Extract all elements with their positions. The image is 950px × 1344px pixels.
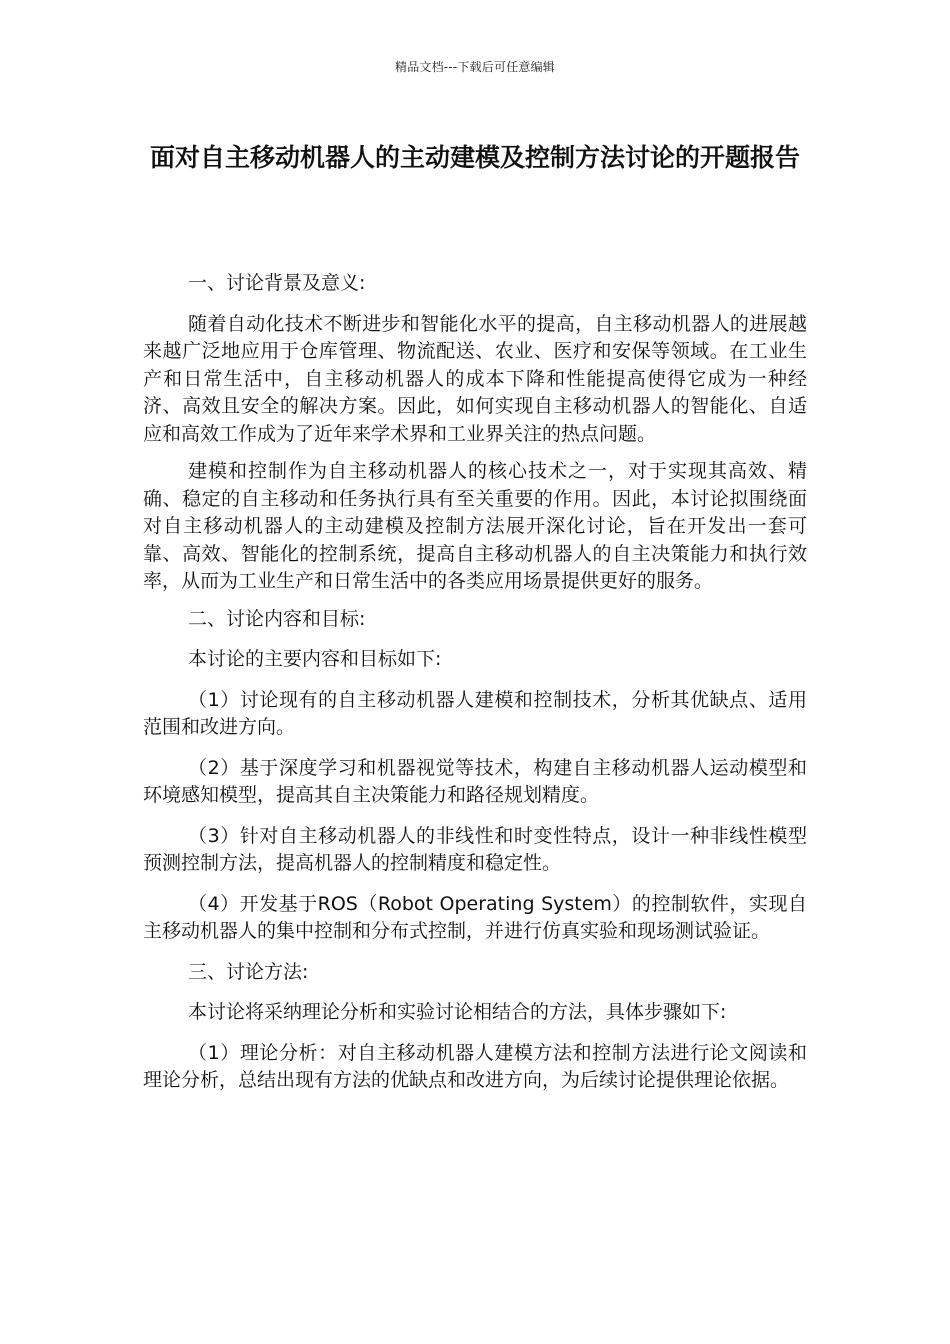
document-body bbox=[143, 270, 807, 1095]
goal-item-2: （2）基于深度学习和机器视觉等技术，构建自主移动机器人运动模型和环境感知模型，提高其自主决策能力和路径规划精度。 bbox=[143, 756, 807, 806]
section-heading-method: 三、讨论方法: bbox=[188, 960, 309, 983]
document-title: 面对自主移动机器人的主动建模及控制方法讨论的开题报告 bbox=[149, 143, 800, 172]
background-paragraph-2: 建模和控制作为自主移动机器人的核心技术之一，对于实现其高效、精确、稳定的自主移动和任务执行具有至关重要的作用。因此，本讨论拟围绕面对自主移动机器人的主动建模及控制方法展开深化讨论，旨在开发出一套可靠、高效、智能化的控制系统，提高自主移动机器人的自主决策能力和执行效率，从而为工业生产和日常生活中的各类应用场景提供更好的服务。 bbox=[143, 460, 807, 592]
method-intro: 本讨论将采纳理论分析和实验讨论相结合的方法，具体步骤如下: bbox=[188, 1001, 727, 1023]
content-intro: 本讨论的主要内容和目标如下: bbox=[188, 648, 442, 670]
section-heading-background: 一、讨论背景及意义: bbox=[188, 272, 366, 294]
section-heading-content: 二、讨论内容和目标: bbox=[188, 607, 366, 630]
header-note: 精品文档---下载后可任意编辑 bbox=[395, 60, 555, 74]
method-step-1: （1）理论分析：对自主移动机器人建模方法和控制方法进行论文阅读和理论分析，总结出现有方法的优缺点和改进方向，为后续讨论提供理论依据。 bbox=[143, 1041, 807, 1091]
goal-item-4: （4）开发基于ROS（Robot Operating System）的控制软件，实现自主移动机器人的集中控制和分布式控制，并进行仿真实验和现场测试验证。 bbox=[143, 892, 807, 942]
goal-item-3: （3）针对自主移动机器人的非线性和时变性特点，设计一种非线性模型预测控制方法，提高机器人的控制精度和稳定性。 bbox=[143, 824, 807, 874]
background-paragraph-1: 随着自动化技术不断进步和智能化水平的提高，自主移动机器人的进展越来越广泛地应用于仓库管理、物流配送、农业、医疗和安保等领域。在工业生产和日常生活中，自主移动机器人的成本下降和性能提高使得它成为一种经济、高效且安全的解决方案。因此，如何实现自主移动机器人的智能化、自适应和高效工作成为了近年来学术界和工业界关注的热点问题。 bbox=[143, 312, 807, 445]
goal-item-1: （1）讨论现有的自主移动机器人建模和控制技术，分析其优缺点、适用范围和改进方向。 bbox=[143, 688, 807, 738]
